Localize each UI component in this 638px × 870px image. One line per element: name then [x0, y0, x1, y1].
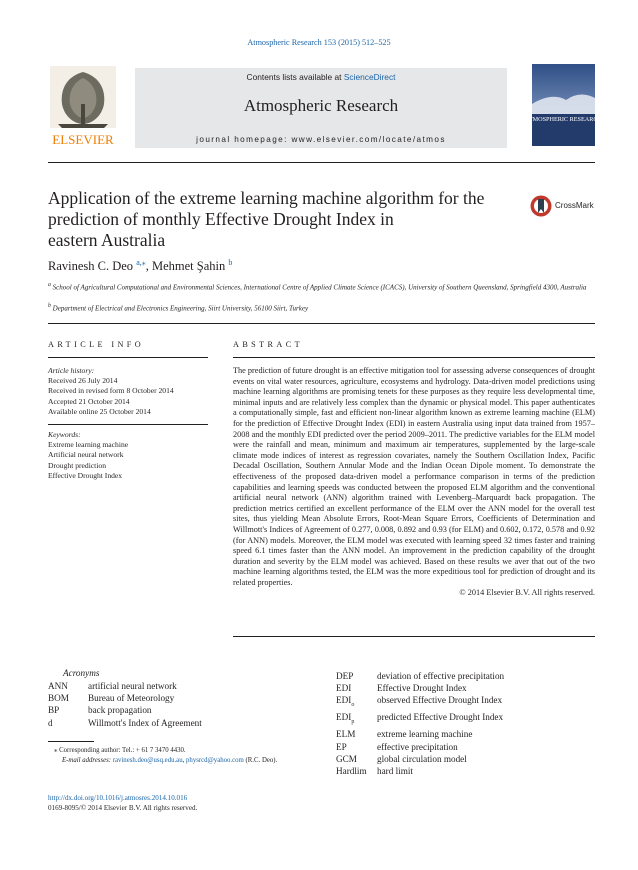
acronym-row: EP effective precipitation [336, 741, 458, 752]
svg-text:ATMOSPHERIC RESEARCH: ATMOSPHERIC RESEARCH [525, 116, 602, 123]
journal-cover-image [525, 64, 602, 146]
abstract-text: The prediction of future drought is an effective mitigation tool for assessing adverse consequences of drought events on vital water resources, agriculture, ecosystems and hydrology. Data-driven model predictions using machine learning algorithms are promising tenets for these purposes as they require less developmental time, minimal inputs and are relatively less complex than the dynamic or physical model. This paper authenticates a computationally simple, fast and efficient non-linear algorithm known as extreme learning machine (ELM) for the prediction of Effective Drought Index (EDI) in eastern Australia using input data trained from 1957–2008 and the monthly EDI predicted over the period 2009–2011. The predictive variables for the ELM model were the rainfall and mean, minimum and maximum air temperatures, supplemented by the large-scale climate mode indices of interest as regression covariates, namely the Southern Oscillation Index, Pacific Decadal Oscillation, Southern Annular Mode and the Indian Ocean Dipole moment. To demonstrate the effectiveness of the proposed data-driven model a performance comparison in terms of the prediction capabilities and learning speeds was conducted between the proposed ELM algorithm and the conventional artificial neural network (ANN) algorithm trained with Levenberg–Marquardt back propagation. The prediction metrics certified an excellent performance of the ELM over the ANN model for the overall test sites, thus yielding Mean Absolute Errors, Root-Mean Square Errors, Coefficients of Determination and Willmott's Indices of Agreement of 0.277, 0.008, 0.892 and 0.93 (for ELM) and 0.602, 0.172, 0.578 and 0.92 (for ANN) models. Moreover, the ELM model was executed with learning speed 32 times faster and training speed 6.1 times faster than the ANN model. An improvement in the prediction capability of the drought duration and severity by the ELM model was achieved. Based on these results we aver that out of the two machine learning algorithms tested, the ELM was the more expeditious tool for prediction of drought and its related properties. [233, 366, 595, 587]
crossmark-icon [530, 195, 552, 217]
issn-line: 0169-8095/© 2014 Elsevier B.V. All rights reserved. [48, 804, 198, 812]
acronym-row: GCM global circulation model [336, 753, 467, 764]
acronym-row: BOM Bureau of Meteorology [48, 693, 175, 704]
footnote-rule [48, 741, 94, 742]
copyright-notice: © 2014 Elsevier B.V. All rights reserved. [459, 588, 595, 598]
affiliation-b: $^b$ Department of Electrical and Electronics Engineering, Siirt University, 56100 Siirt, Turkey [48, 303, 309, 313]
acronym-row: Hardlim hard limit [336, 766, 413, 777]
header-rule [48, 162, 595, 163]
abstract-heading: ABSTRACT [233, 340, 303, 349]
elsevier-logo [48, 64, 118, 148]
author-list: Ravinesh C. Deo $^{a,⁎}$, Mehmet Şahin $^b$ [48, 258, 233, 274]
article-info-heading: ARTICLE INFO [48, 340, 145, 349]
divider [233, 636, 595, 637]
acronym-row: DEP deviation of effective precipitation [336, 671, 505, 681]
author-marks[interactable]: b [228, 258, 233, 267]
author-marks[interactable]: a,⁎ [136, 258, 146, 267]
svg-text:ELSEVIER: ELSEVIER [52, 132, 114, 147]
doi-link[interactable]: http://dx.doi.org/10.1016/j.atmosres.2014.10.016 [48, 794, 188, 802]
acronym-row: d Willmott's Index of Agreement [48, 717, 202, 728]
acronym-row: EDI Effective Drought Index [336, 683, 467, 694]
divider [48, 424, 208, 425]
publication-info [48, 793, 197, 813]
acronyms-heading: Acronyms [63, 668, 100, 678]
crossmark-badge[interactable] [530, 193, 600, 223]
section-rule [48, 323, 595, 324]
divider [233, 357, 595, 358]
acronym-row: ELM extreme learning machine [336, 729, 473, 740]
journal-title: Atmospheric Research [243, 96, 399, 115]
journal-homepage[interactable]: journal homepage: www.elsevier.com/locate/atmos [196, 135, 446, 144]
divider [48, 357, 208, 358]
acronym-row: BP back propagation [48, 705, 152, 716]
corresponding-author: Corresponding author: Tel.: + 61 7 3470 4430. [59, 747, 186, 754]
article-title: Application of the extreme learning machine algorithm for the prediction of monthly Effective Drought Index in eastern Australia [48, 188, 485, 250]
journal-masthead [135, 68, 507, 148]
author-name[interactable]: Mehmet Şahin [152, 259, 226, 274]
acronym-row: ANN artificial neural network [48, 681, 177, 691]
email-link[interactable]: physrcd@yahoo.com [186, 757, 244, 764]
acronym-row: $EDI_p$ predicted Effective Drought Index [336, 712, 504, 726]
contents-line: Contents lists available at ScienceDirect [246, 72, 396, 82]
sciencedirect-link[interactable]: ScienceDirect [343, 72, 396, 82]
footnote: ⁎ Corresponding author: Tel.: + 61 7 3470 4430. E-mail addresses: ravinesh.deo@usq.edu.au, physrcd@yahoo.com (R.C. Deo). [54, 747, 278, 764]
keywords: Keywords: Extreme learning machine Artificial neural network Drought prediction Effective Drought Index [48, 430, 129, 480]
abstract-body [233, 366, 595, 599]
acronyms-table-left [48, 680, 202, 729]
article-history: Article history: Received 26 July 2014 Received in revised form 8 October 2014 Accepted 21 October 2014 Available online 25 October 2014 [48, 366, 174, 416]
acronym-row: $EDI_o$ observed Effective Drought Index [336, 695, 503, 709]
author-name[interactable]: Ravinesh C. Deo [48, 259, 134, 274]
email-link[interactable]: ravinesh.deo@usq.edu.au [112, 757, 183, 764]
journal-citation[interactable]: Atmospheric Research 153 (2015) 512–525 [247, 38, 391, 47]
acronyms-table-right [336, 670, 504, 777]
affiliation-a: $^a$ School of Agricultural Computational and Environmental Sciences, International Centre of Applied Climate Science (ICACS), University of Southern Queensland, Springfield 4300, Australia [48, 282, 587, 292]
crossmark-label: CrossMark [555, 201, 594, 210]
